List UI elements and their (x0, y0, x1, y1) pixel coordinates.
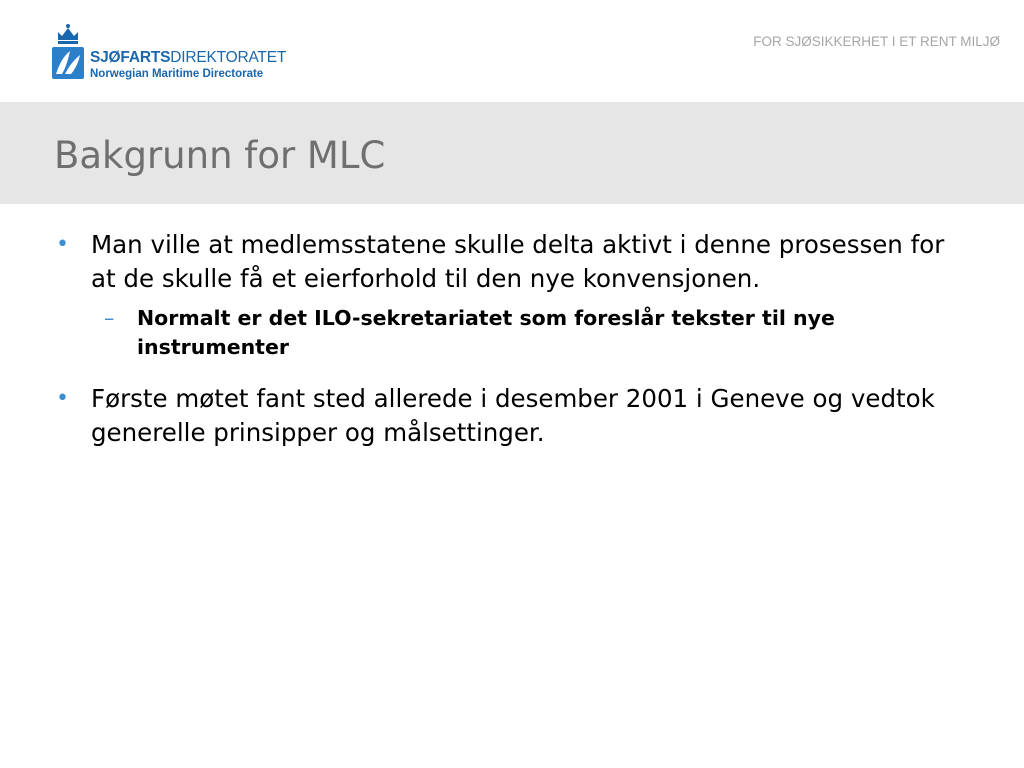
bullet-item (54, 382, 964, 450)
bullet-text: Man ville at medlemsstatene skulle delta aktivt i denne prosessen for at de skulle få et eierforhold til den nye konvensjonen. (91, 230, 945, 293)
title-band (0, 102, 1024, 204)
bullet-dot-icon: • (56, 386, 69, 411)
slide-title: Bakgrunn for MLC (54, 134, 386, 177)
sub-bullet-text: Normalt er det ILO-sekretariatet som foreslår tekster til nye instrumenter (137, 306, 835, 359)
bullet-item (54, 228, 964, 296)
slide-content (54, 228, 964, 464)
sub-bullet-item (54, 304, 964, 362)
header-tagline: FOR SJØSIKKERHET I ET RENT MILJØ (753, 34, 1000, 49)
crown-sail-logo-icon (50, 22, 86, 82)
dash-bullet-icon: – (104, 306, 115, 330)
logo (50, 22, 290, 84)
bullet-dot-icon: • (56, 232, 69, 257)
logo-subtitle: Norwegian Maritime Directorate (90, 68, 264, 80)
logo-wordmark: SJØFARTSDIREKTORATET (90, 49, 287, 66)
bullet-text: Første møtet fant sted allerede i desember 2001 i Geneve og vedtok generelle prinsipper og målsettinger. (91, 384, 935, 447)
slide-header (0, 0, 1024, 102)
